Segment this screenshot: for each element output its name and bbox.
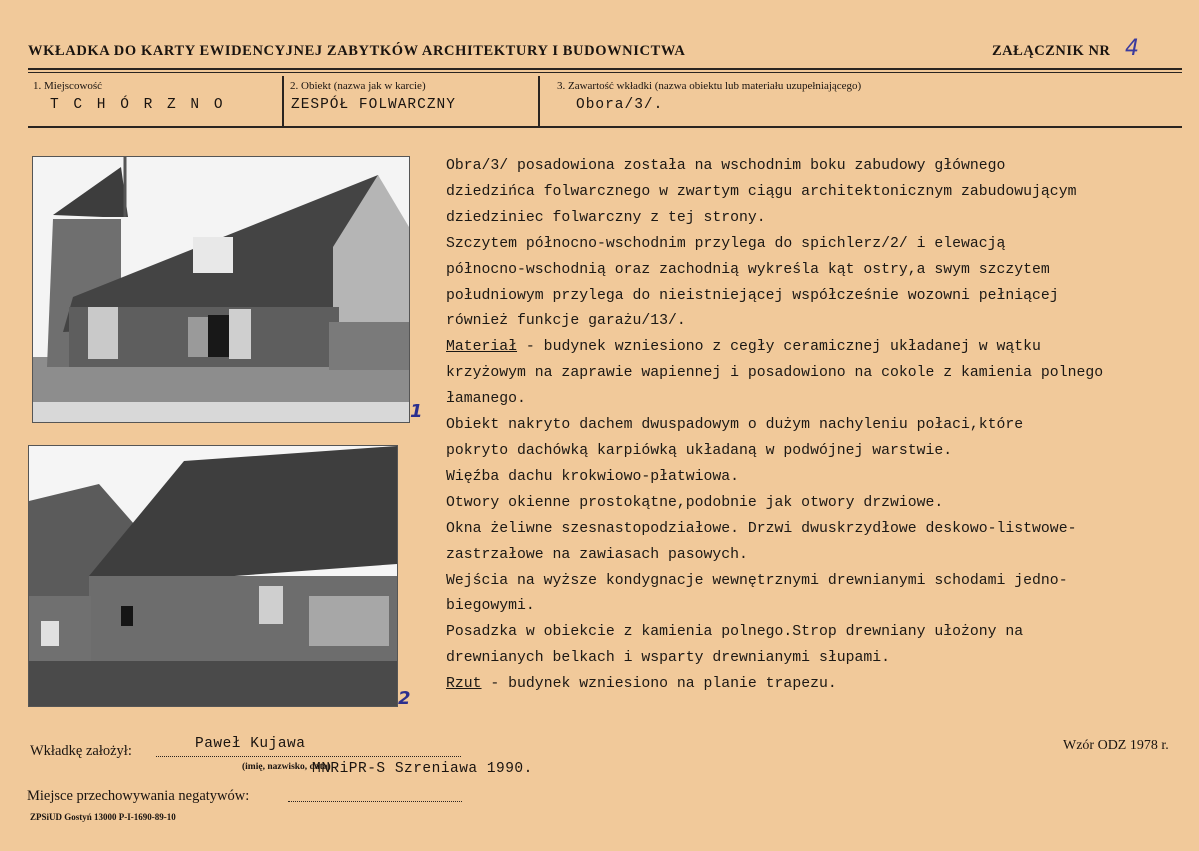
description-line: Obra/3/ posadowiona została na wschodnim boku zabudowy głównego [446,158,1006,174]
material-line: Otwory okienne prostokątne,podobnie jak otwory drzwiowe. [446,494,944,511]
object-label: 2. Obiekt (nazwa jak w karcie) [290,80,426,92]
locality-value: T C H Ó R Z N O [50,97,226,113]
material-line: Okna żeliwne szesnastopodziałowe. Drzwi dwuskrzydłowe deskowo-listwowe- [446,520,1077,537]
form-title: WKŁADKA DO KARTY EWIDENCYJNEJ ZABYTKÓW ARCHITEKTURY I BUDOWNICTWA [28,43,686,59]
material-line: biegowymi. [446,598,535,615]
photo-2-number: 2 [398,688,411,709]
form-code: Wzór ODZ 1978 r. [1063,738,1169,753]
header-rule-bottom [28,126,1182,128]
material-line: łamanego. [446,391,526,408]
material-heading: Materiał [446,339,518,356]
description-line: dziedzińca folwarcznego w zwartym ciągu architektonicznym zabudowującym [446,183,1077,200]
material-line: Obiekt nakryto dachem dwuspadowym o dużym nachyleniu połaci,które [446,417,1024,434]
author-institution-date: MNRiPR-S Szreniawa 1990. [312,761,533,777]
material-line: drewnianych belkach i wsparty drewnianymi słupami. [446,650,890,667]
field-divider-2 [538,76,540,126]
annex-label: ZAŁĄCZNIK NR [992,43,1111,59]
annex-number: 4 [1125,36,1139,61]
description-line: północno-wschodnią oraz zachodnią wykreśla kąt ostry,a swym szczytem [446,261,1050,278]
content-value: Obora/3/. [576,97,664,113]
material-line: Posadzka w obiekcie z kamienia polnego.Strop drewniany ułożony na [446,624,1024,641]
material-line: pokryto dachówką karpiówką układaną w podwójnej warstwie. [446,442,953,459]
material-line: krzyżowym na zaprawie wapiennej i posadowiono na cokole z kamienia polnego [446,365,1104,382]
author-dotted-line [156,756,461,757]
field-divider-1 [282,76,284,126]
locality-label: 1. Miejscowość [33,80,103,92]
material-line: Więźba dachu krokwiowo-płatwiowa. [446,468,740,485]
author-label: Wkładkę założył: [30,743,132,759]
description-line: Szczytem północno-wschodnim przylega do spichlerz/2/ i elewacją [446,235,1006,252]
plan-text: - budynek wzniesiono na planie trapezu. [481,676,837,693]
description-line: południowym przylega do nieistniejącej współcześnie wozowni pełniącej [446,287,1059,304]
header-rule-top-thin [28,72,1182,73]
photo-1-number: 1 [410,401,423,422]
material-line: zastrzałowe na zawiasach pasowych. [446,546,748,563]
header-rule-top [28,68,1182,70]
material-line: - budynek wzniesiono z cegły ceramicznej układanej w wątku [517,339,1041,356]
plan-heading: Rzut [446,676,482,693]
description-line: dziedziniec folwarczny z tej strony. [446,209,766,226]
storage-dotted-line [288,801,462,802]
description-text [446,154,1186,698]
description-line: również funkcje garażu/13/. [446,313,686,330]
object-value: ZESPÓŁ FOLWARCZNY [291,97,456,113]
photo-barn-1 [32,156,410,423]
plan-paragraph [446,672,1186,698]
content-label: 3. Zawartość wkładki (nazwa obiektu lub materiału uzupełniającego) [557,80,862,92]
photo-barn-2 [28,445,398,707]
author-hint: (imię, nazwisko, data) [242,762,331,772]
storage-label: Miejsce przechowywania negatywów: [27,788,250,804]
material-paragraph [446,335,1186,361]
printer-note: ZPSiUD Gostyń 13000 P-I-1690-89-10 [30,812,176,822]
author-value: Paweł Kujawa [195,736,306,752]
material-line: Wejścia na wyższe kondygnacje wewnętrznymi drewnianymi schodami jedno- [446,572,1068,589]
